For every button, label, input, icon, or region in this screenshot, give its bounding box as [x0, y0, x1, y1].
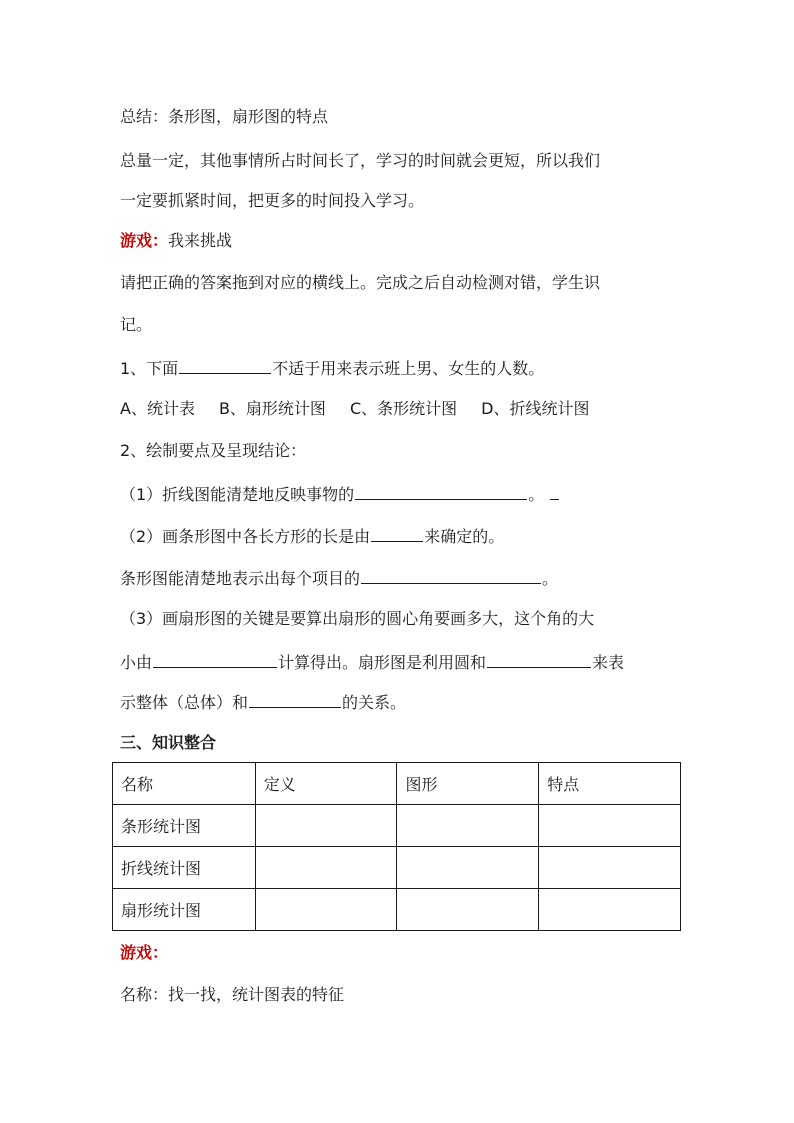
question-2-1-prefix: （1）折线图能清楚地反映事物的: [120, 485, 355, 504]
question-2-3-blank-3[interactable]: [249, 690, 341, 708]
question-1-options: [120, 398, 613, 420]
table-cell-feature[interactable]: [539, 889, 681, 931]
game-label-colon: ：: [152, 943, 169, 962]
question-2-3-l2-prefix: 小由: [120, 653, 153, 672]
table-header-cell: 特点: [539, 763, 681, 805]
knowledge-table: [112, 762, 681, 931]
table-cell-name: 扇形统计图: [113, 889, 256, 931]
question-2-3-l3-suffix: 的关系。: [342, 693, 407, 712]
question-2-2b: [120, 566, 558, 590]
question-2-3-l2-suffix: 来表: [592, 653, 625, 672]
question-2-title: 2、绘制要点及呈现结论：: [120, 441, 307, 460]
question-2-1-blank[interactable]: [355, 482, 527, 500]
table-row: [113, 805, 681, 847]
game-label: 游戏: [120, 943, 153, 962]
table-header-cell: 图形: [397, 763, 539, 805]
table-cell-feature[interactable]: [539, 805, 681, 847]
table-row: [113, 889, 681, 931]
question-2-1-suffix: 。: [528, 485, 545, 504]
summary-title: 总结：条形图，扇形图的特点: [120, 107, 329, 126]
table-cell-graph[interactable]: [397, 889, 539, 931]
question-1: [120, 356, 544, 380]
game-label: 游戏: [120, 231, 153, 250]
question-2-3-l3-prefix: 示整体（总体）和: [120, 693, 249, 712]
question-2-1-extra-blank[interactable]: [550, 482, 559, 500]
table-header-cell: 定义: [255, 763, 397, 805]
table-cell-definition[interactable]: [255, 805, 397, 847]
table-cell-graph[interactable]: [397, 847, 539, 889]
game-heading-find: [120, 942, 168, 964]
option-c[interactable]: C、条形统计图: [349, 399, 458, 418]
table-cell-graph[interactable]: [397, 805, 539, 847]
instruction-line-1: 请把正确的答案拖到对应的横线上。完成之后自动检测对错，学生识: [120, 273, 601, 292]
option-d[interactable]: D、折线统计图: [481, 399, 590, 418]
game-name: 名称：找一找，统计图表的特征: [120, 985, 345, 1004]
question-2-3-line-1: （3）画扇形图的关键是要算出扇形的圆心角要画多大，这个角的大: [120, 609, 595, 628]
table-cell-definition[interactable]: [255, 889, 397, 931]
question-1-blank[interactable]: [179, 356, 271, 374]
summary-text-line-1: 总量一定，其他事情所占时间长了，学习的时间就会更短，所以我们: [120, 151, 601, 170]
option-a[interactable]: A、统计表: [120, 399, 195, 418]
game-label-colon: ：: [152, 231, 169, 250]
table-header-cell: 名称: [113, 763, 256, 805]
question-2-2-suffix: 来确定的。: [424, 527, 505, 546]
question-1-prefix: 1、下面: [120, 359, 179, 378]
question-2-2b-prefix: 条形图能清楚地表示出每个项目的: [120, 569, 361, 588]
game-title: 我来挑战: [168, 231, 233, 250]
question-2-2b-suffix: 。: [542, 569, 559, 588]
table-header-row: [113, 763, 681, 805]
question-2-3-line-2: [120, 650, 624, 674]
table-cell-name: 条形统计图: [113, 805, 256, 847]
table-row: [113, 847, 681, 889]
question-2-3-line-3: [120, 690, 406, 714]
game-heading-challenge: [120, 230, 232, 252]
question-2-2-blank[interactable]: [371, 524, 423, 542]
question-2-2-prefix: （2）画条形图中各长方形的长是由: [120, 527, 371, 546]
table-cell-feature[interactable]: [539, 847, 681, 889]
question-2-1: [120, 482, 560, 506]
section-3-title: 三、知识整合: [120, 733, 217, 752]
question-1-suffix: 不适于用来表示班上男、女生的人数。: [272, 359, 545, 378]
question-2-2: [120, 524, 504, 548]
table-cell-name: 折线统计图: [113, 847, 256, 889]
instruction-line-2: 记。: [120, 315, 153, 334]
question-2-2b-blank[interactable]: [361, 566, 541, 584]
question-2-3-blank-2[interactable]: [487, 650, 591, 668]
option-b[interactable]: B、扇形统计图: [218, 399, 326, 418]
table-cell-definition[interactable]: [255, 847, 397, 889]
summary-text-line-2: 一定要抓紧时间，把更多的时间投入学习。: [120, 191, 425, 210]
question-2-3-l2-mid: 计算得出。扇形图是利用圆和: [278, 653, 487, 672]
question-2-3-blank-1[interactable]: [153, 650, 277, 668]
